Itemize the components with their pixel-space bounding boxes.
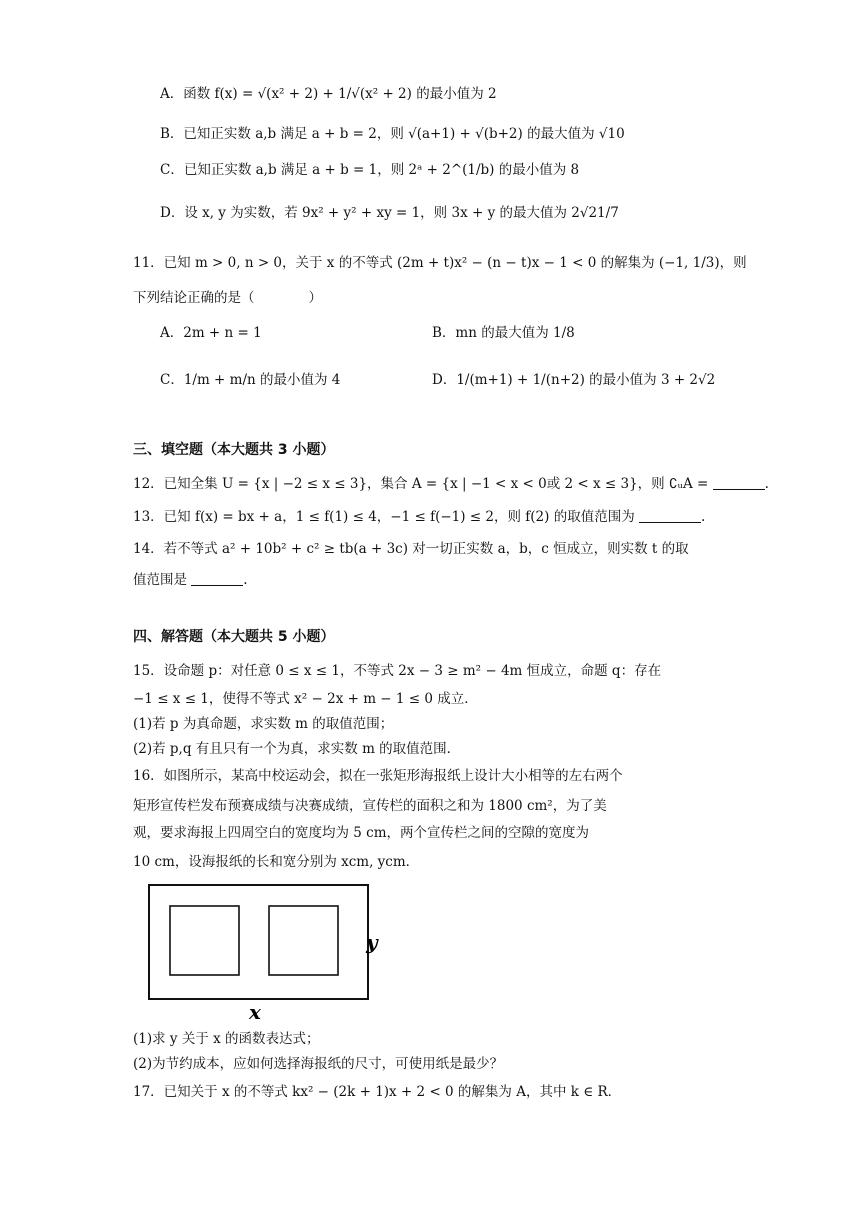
q12-text: 12．已知全集 U = {x | −2 ≤ x ≤ 3}，集合 A = {x | −1 < x < 0或 2 < x ≤ 3}，则 ∁ᵤA = [133, 476, 709, 492]
q15-line2: −1 ≤ x ≤ 1，使得不等式 x² − 2x + m − 1 ≤ 0 成立． [133, 691, 478, 707]
q16-part2: (2)为节约成本，应如何选择海报纸的尺寸，可使用纸是最少？ [133, 1056, 504, 1072]
q14-line1: 14．若不等式 a² + 10b² + c² ≥ tb(a + 3c) 对一切正实数 a，b，c 恒成立，则实数 t 的取 [133, 541, 689, 557]
q15-line1: 15．设命题 p：对任意 0 ≤ x ≤ 1，不等式 2x − 3 ≥ m² − 4m 恒成立，命题 q：存在 [133, 663, 662, 679]
q16-line4: 10 cm，设海报纸的长和宽分别为 xcm, ycm． [133, 854, 420, 870]
q12-line [133, 474, 769, 494]
q16-part1: (1)求 y 关于 x 的函数表达式； [133, 1031, 320, 1047]
q12-period: . [764, 476, 769, 492]
poster-outer-rect [149, 885, 368, 999]
q11-stem-line2: 下列结论正确的是（ ） [133, 290, 322, 306]
q13-period: . [701, 509, 706, 525]
q14-text: 值范围是 [133, 572, 187, 588]
q11-option-c: C．1/m + m/n 的最小值为 4 [160, 372, 341, 388]
q10-option-a: A．函数 f(x) = √(x² + 2) + 1/√(x² + 2) 的最小值为 2 [160, 86, 497, 102]
q16-line3: 观，要求海报上四周空白的宽度均为 5 cm，两个宣传栏之间的空隙的宽度为 [133, 825, 590, 841]
q11-option-d: D．1/(m+1) + 1/(n+2) 的最小值为 3 + 2√2 [432, 372, 716, 388]
q10-option-b: B．已知正实数 a,b 满足 a + b = 2，则 √(a+1) + √(b+2) 的最大值为 √10 [160, 126, 625, 142]
q12-answer-blank [713, 475, 765, 490]
q16-line1: 16．如图所示，某高中校运动会，拟在一张矩形海报纸上设计大小相等的左右两个 [133, 768, 623, 784]
q14-line2 [133, 570, 248, 590]
q14-period: . [243, 572, 248, 588]
q13-text: 13．已知 f(x) = bx + a，1 ≤ f(1) ≤ 4，−1 ≤ f(−1) ≤ 2，则 f(2) 的取值范围为 [133, 509, 635, 525]
q10-option-c: C．已知正实数 a,b 满足 a + b = 1，则 2ᵃ + 2^(1/b) 的最小值为 8 [160, 162, 580, 178]
q10-option-d: D．设 x, y 为实数，若 9x² + y² + xy = 1，则 3x + y 的最大值为 2√21/7 [160, 205, 619, 221]
section-3-heading: 三、填空题（本大题共 3 小题） [133, 442, 335, 458]
x-label: x [249, 1000, 261, 1023]
q17-line1: 17．已知关于 x 的不等式 kx² − (2k + 1)x + 2 < 0 的解集为 A，其中 k ∈ R． [133, 1084, 622, 1100]
q15-part1: (1)若 p 为真命题，求实数 m 的取值范围； [133, 716, 394, 732]
q13-line [133, 507, 705, 527]
poster-diagram [146, 883, 396, 1023]
q16-line2: 矩形宣传栏发布预赛成绩与决赛成绩，宣传栏的面积之和为 1800 cm²，为了美 [133, 798, 607, 814]
q11-stem-line1: 11．已知 m > 0, n > 0，关于 x 的不等式 (2m + t)x² − (n − t)x − 1 < 0 的解集为 (−1, 1/3)，则 [133, 255, 747, 271]
q15-part2: (2)若 p,q 有且只有一个为真，求实数 m 的取值范围． [133, 741, 461, 757]
q11-option-a: A．2m + n = 1 [160, 325, 262, 341]
q13-answer-blank [639, 508, 701, 523]
left-panel-rect [170, 906, 239, 975]
q11-option-b: B．mn 的最大值为 1/8 [432, 325, 575, 341]
right-panel-rect [269, 906, 338, 975]
section-4-heading: 四、解答题（本大题共 5 小题） [133, 629, 335, 645]
q14-answer-blank [191, 571, 243, 586]
y-label: y [366, 930, 378, 954]
